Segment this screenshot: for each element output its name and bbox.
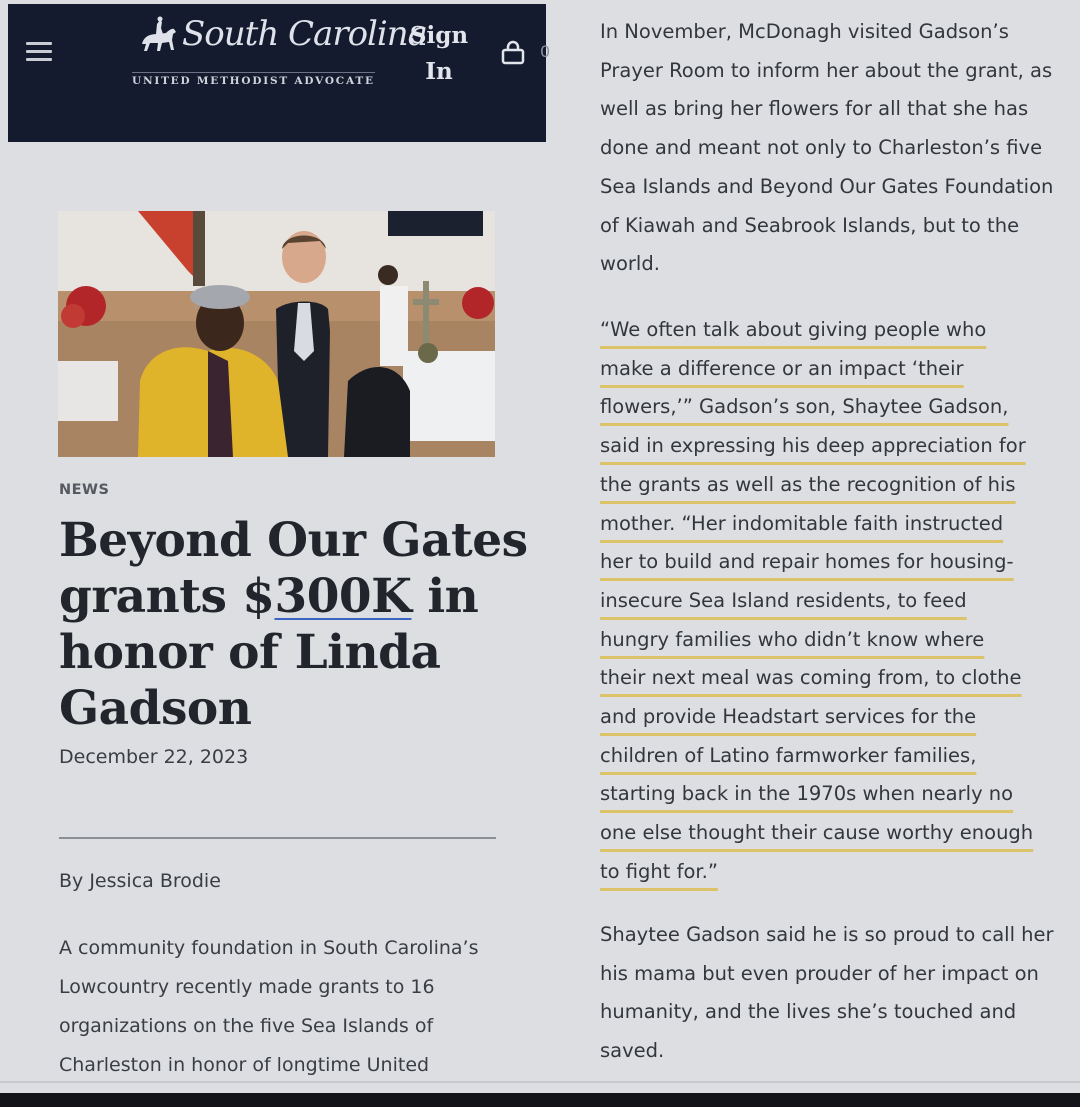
paragraph-son-proud: Shaytee Gadson said he is so proud to call her his mama but even prouder of her impact on humanity, and the lives she’s touched and saved. xyxy=(600,923,1054,1063)
quote-line: mother. “Her indomitable faith instructed xyxy=(600,511,1004,535)
headline-text-end: in honor of Linda Gadson xyxy=(59,569,479,736)
headline-text-start: Beyond Our Gates grants $ xyxy=(59,513,528,624)
bottom-divider xyxy=(0,1081,1080,1083)
quote-line: children of Latino farmworker families, xyxy=(600,743,977,767)
article-right-panel xyxy=(556,0,1080,1093)
quote-line: to fight for.” xyxy=(600,859,718,883)
article-divider xyxy=(59,837,496,839)
article-date: December 22, 2023 xyxy=(59,746,249,768)
quote-line: hungry families who didn’t know where xyxy=(600,627,985,651)
hamburger-menu-icon[interactable] xyxy=(26,42,52,62)
quote-line: her to build and repair homes for housing- xyxy=(600,550,1014,574)
quote-line: and provide Headstart services for the xyxy=(600,705,977,729)
quote-line: insecure Sea Island residents, to feed xyxy=(600,588,967,612)
logo-script-text: South Carolina xyxy=(182,14,427,54)
quote-line: the grants as well as the recognition of his xyxy=(600,472,1016,496)
article-intro-paragraph: A community foundation in South Carolina’s Lowcountry recently made grants to 16 organizations on the five Sea Islands of Charleston in honor of longtime United xyxy=(59,937,479,1076)
church-photo-illustration xyxy=(58,211,495,457)
paragraph-mcdonagh-visit: In November, McDonagh visited Gadson’s Prayer Room to inform her about the grant, as well as bring her flowers for all that she has done and meant not only to Charleston’s five Sea Islands and Beyond Our Gates Foundation of Kiawah and Seabrook Islands, but to the world. xyxy=(600,20,1054,276)
highlighted-quote-paragraph xyxy=(600,311,1070,892)
shopping-bag-icon[interactable] xyxy=(500,40,526,66)
article-headline xyxy=(59,513,529,737)
quote-line: “We often talk about giving people who xyxy=(600,318,987,341)
bottom-bar xyxy=(0,1093,1080,1107)
logo-subtitle: UNITED METHODIST ADVOCATE xyxy=(132,72,375,87)
sign-in-link[interactable]: Sign In xyxy=(409,22,469,85)
quote-line: one else thought their cause worthy enough xyxy=(600,821,1034,845)
quote-line: starting back in the 1970s when nearly no xyxy=(600,782,1014,806)
headline-amount: 300K xyxy=(274,569,412,624)
article-byline: By Jessica Brodie xyxy=(59,870,221,892)
quote-line: said in expressing his deep appreciation for xyxy=(600,434,1026,458)
quote-line: flowers,’” Gadson’s son, Shaytee Gadson, xyxy=(600,395,1009,419)
horse-rider-icon xyxy=(136,16,182,56)
cart-count: 0 xyxy=(540,42,551,61)
article-hero-photo xyxy=(58,211,495,457)
quote-line: their next meal was coming from, to clothe xyxy=(600,666,1022,690)
quote-line: make a difference or an impact ‘their xyxy=(600,356,964,380)
site-logo[interactable] xyxy=(130,12,430,92)
site-header xyxy=(8,4,551,142)
article-category[interactable]: NEWS xyxy=(59,482,110,498)
